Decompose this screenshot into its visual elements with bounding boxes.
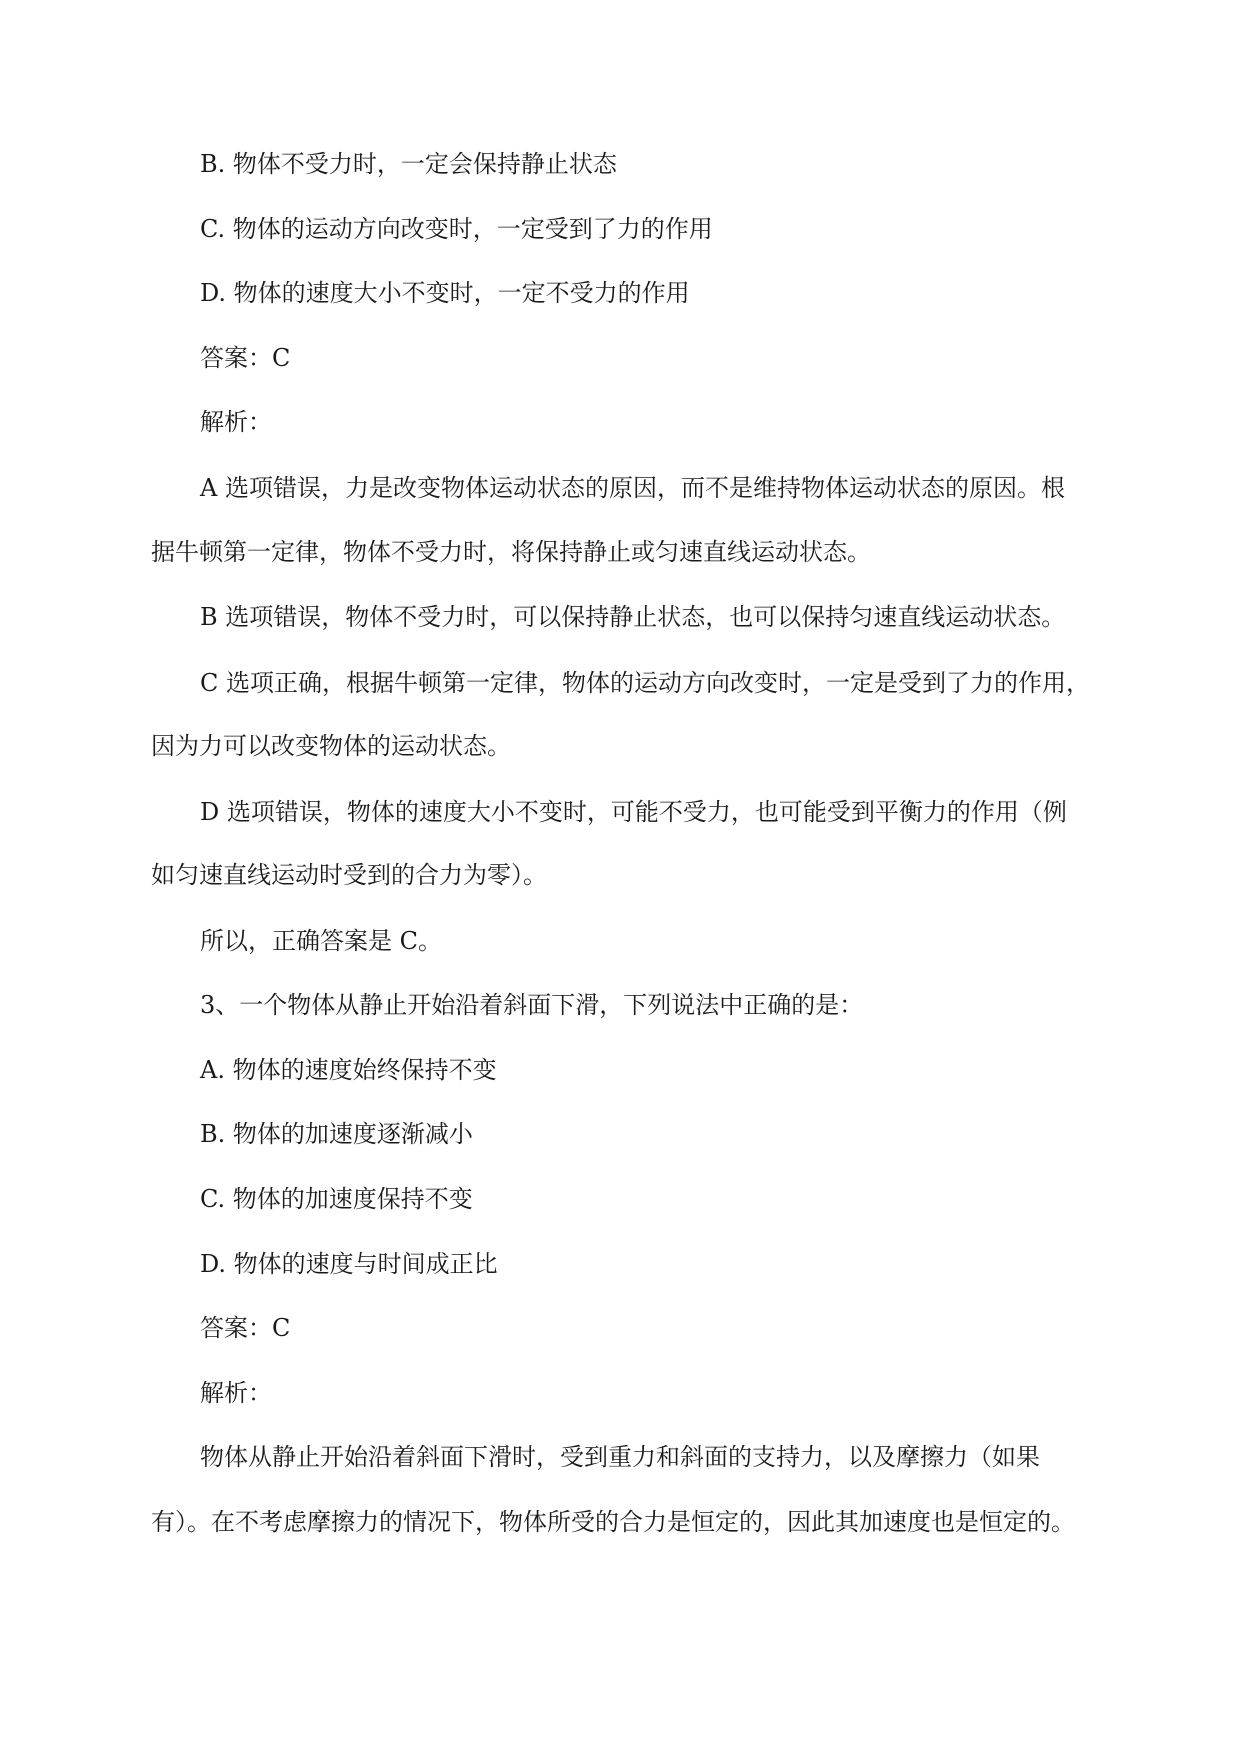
q2-option-c: C. 物体的运动方向改变时，一定受到了力的作用 [200,215,713,243]
q3-question: 3、一个物体从静止开始沿着斜面下滑，下列说法中正确的是： [200,991,864,1019]
q2-answer: 答案：C [200,344,291,372]
q2-option-b: B. 物体不受力时，一定会保持静止状态 [200,150,617,178]
q3-option-b: B. 物体的加速度逐渐减小 [200,1120,473,1148]
q3-analysis-label: 解析： [200,1379,272,1407]
q2-analysis-d-line-1: D 选项错误，物体的速度大小不变时，可能不受力，也可能受到平衡力的作用（例 [200,798,1067,826]
q3-option-c: C. 物体的加速度保持不变 [200,1185,473,1213]
q3-analysis-line-1: 物体从静止开始沿着斜面下滑时，受到重力和斜面的支持力，以及摩擦力（如果 [200,1443,1040,1471]
q2-conclusion: 所以，正确答案是 C。 [200,927,442,955]
q2-option-d: D. 物体的速度大小不变时，一定不受力的作用 [200,279,690,307]
q2-analysis-c-line-1: C 选项正确，根据牛顿第一定律，物体的运动方向改变时，一定是受到了力的作用， [200,669,1090,697]
q2-analysis-label: 解析： [200,408,272,436]
q2-analysis-a-line-1: A 选项错误，力是改变物体运动状态的原因，而不是维持物体运动状态的原因。根 [200,474,1065,502]
q3-analysis-line-2: 有）。在不考虑摩擦力的情况下，物体所受的合力是恒定的，因此其加速度也是恒定的。 [151,1508,1075,1536]
q2-analysis-a-line-2: 据牛顿第一定律，物体不受力时，将保持静止或匀速直线运动状态。 [151,538,871,566]
q3-answer: 答案：C [200,1314,291,1342]
q3-option-a: A. 物体的速度始终保持不变 [200,1056,497,1084]
q3-option-d: D. 物体的速度与时间成正比 [200,1250,498,1278]
q2-analysis-b: B 选项错误，物体不受力时，可以保持静止状态，也可以保持匀速直线运动状态。 [200,603,1066,631]
q2-analysis-d-line-2: 如匀速直线运动时受到的合力为零）。 [151,861,547,889]
q2-analysis-c-line-2: 因为力可以改变物体的运动状态。 [151,732,511,760]
